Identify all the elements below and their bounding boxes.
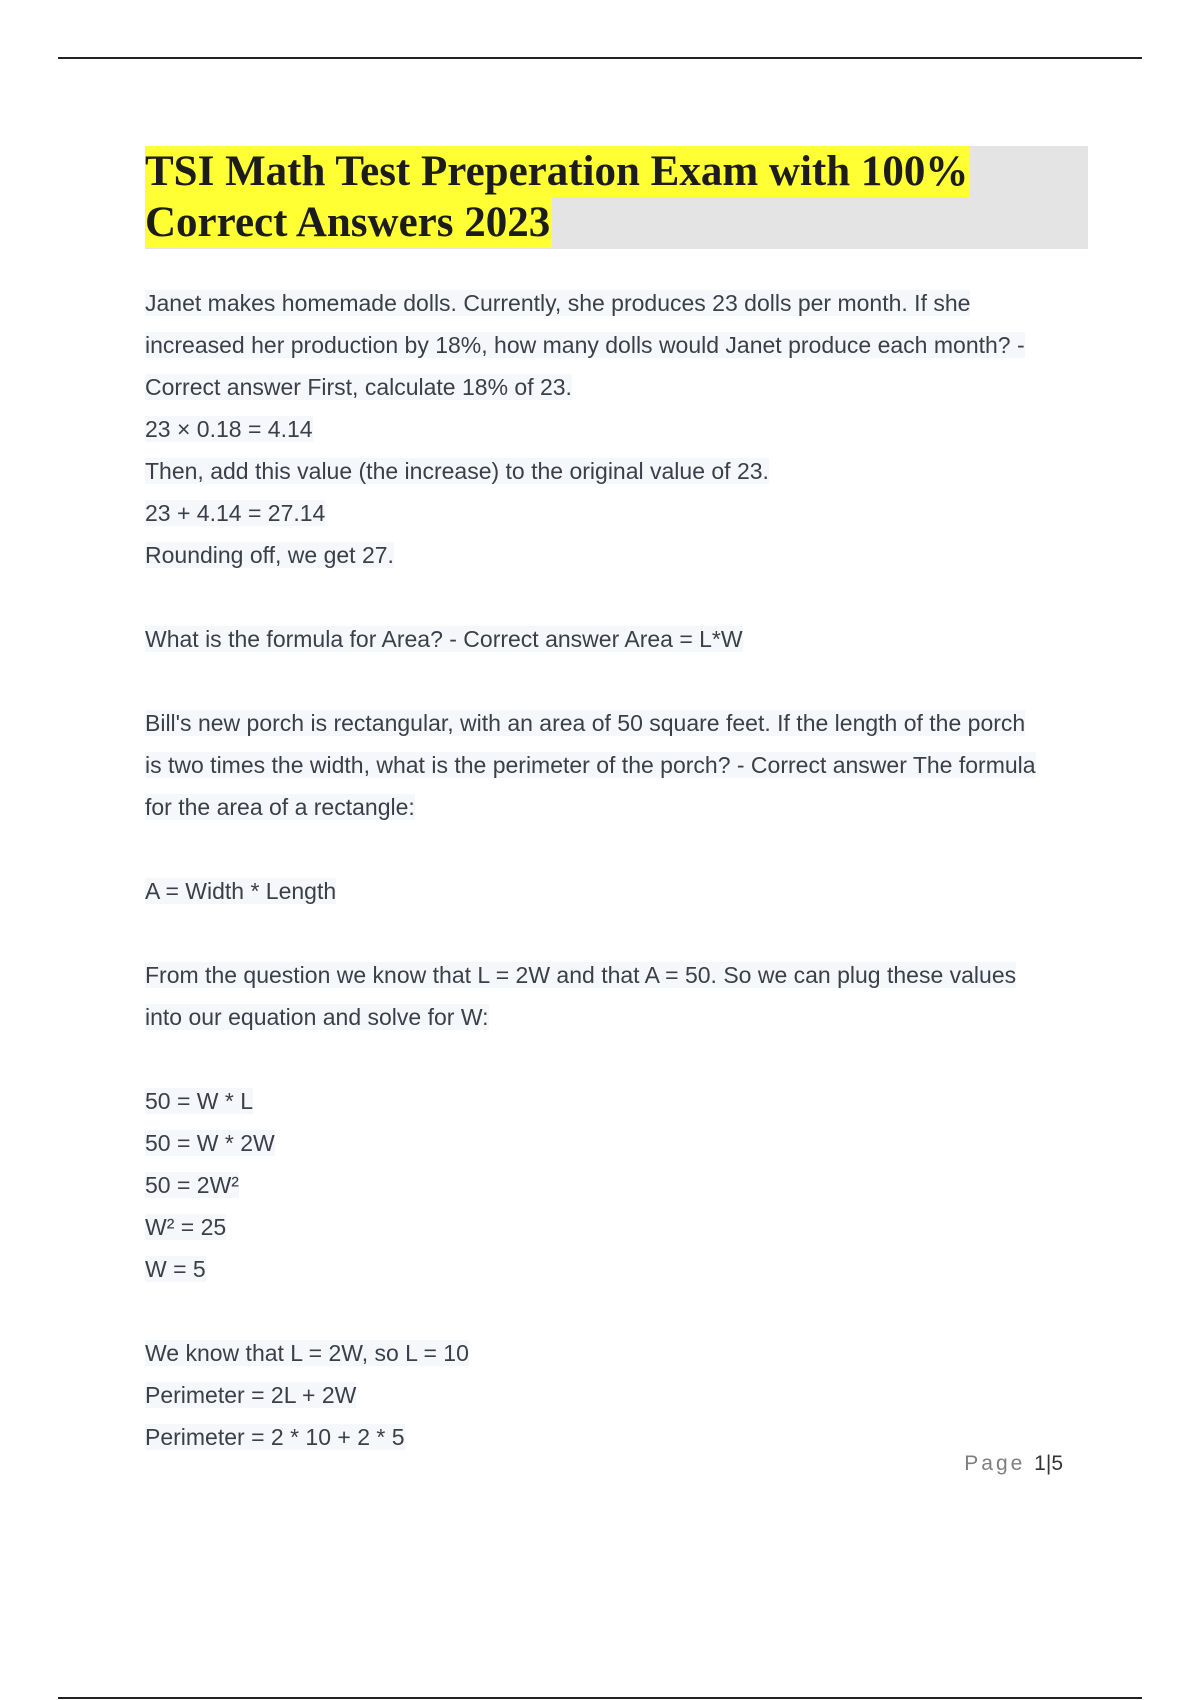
title-line-1: TSI Math Test Preperation Exam with 100%	[145, 148, 969, 195]
text-line	[145, 786, 1085, 828]
text-line-content: 50 = W * 2W	[145, 1130, 275, 1156]
page-label: Page	[964, 1452, 1026, 1475]
text-line-content: Bill's new porch is rectangular, with an area of 50 square feet. If the length of the porch	[145, 710, 1026, 736]
text-line-content: Correct answer First, calculate 18% of 23.	[145, 374, 572, 400]
page-number: 1	[1034, 1452, 1046, 1475]
document-body	[145, 282, 1085, 1458]
text-line-content: What is the formula for Area? - Correct answer Area = L*W	[145, 626, 743, 652]
page-separator: |	[1045, 1452, 1052, 1475]
document-title	[145, 146, 1088, 248]
text-line	[145, 1332, 1085, 1374]
text-line-content: into our equation and solve for W:	[145, 1004, 489, 1030]
text-line	[145, 954, 1085, 996]
text-line	[145, 996, 1085, 1038]
text-line-content: increased her production by 18%, how many dolls would Janet produce each month? -	[145, 332, 1025, 358]
title-line-2: Correct Answers 2023	[145, 199, 551, 246]
text-line-content: 50 = 2W²	[145, 1172, 239, 1198]
text-line	[145, 534, 1085, 576]
text-line	[145, 1248, 1085, 1290]
text-line-content: 23 × 0.18 = 4.14	[145, 416, 313, 442]
text-line-content: Rounding off, we get 27.	[145, 542, 394, 568]
footer-rule	[58, 1697, 1142, 1699]
text-line	[145, 744, 1085, 786]
text-line-content: is two times the width, what is the perimeter of the porch? - Correct answer The formula	[145, 752, 1036, 778]
paragraph-gap	[145, 660, 1085, 702]
text-line	[145, 1122, 1085, 1164]
text-line	[145, 1164, 1085, 1206]
text-line	[145, 1080, 1085, 1122]
text-line	[145, 1416, 1085, 1458]
text-line-content: Then, add this value (the increase) to the original value of 23.	[145, 458, 769, 484]
header-rule	[58, 57, 1142, 59]
text-line-content: Perimeter = 2L + 2W	[145, 1382, 357, 1408]
text-line	[145, 870, 1085, 912]
text-line	[145, 408, 1085, 450]
text-line-content: A = Width * Length	[145, 878, 337, 904]
text-line	[145, 366, 1085, 408]
total-pages: 5	[1051, 1452, 1063, 1475]
page-footer	[964, 1452, 1063, 1476]
paragraph-gap	[145, 912, 1085, 954]
text-line	[145, 1206, 1085, 1248]
text-line-content: From the question we know that L = 2W and that A = 50. So we can plug these values	[145, 962, 1017, 988]
text-line-content: 23 + 4.14 = 27.14	[145, 500, 326, 526]
text-line-content: Perimeter = 2 * 10 + 2 * 5	[145, 1424, 405, 1450]
text-line	[145, 492, 1085, 534]
text-line	[145, 450, 1085, 492]
title-block	[145, 146, 1088, 249]
text-line	[145, 1374, 1085, 1416]
text-line	[145, 282, 1085, 324]
text-line-content: We know that L = 2W, so L = 10	[145, 1340, 469, 1366]
paragraph-gap	[145, 576, 1085, 618]
text-line	[145, 618, 1085, 660]
text-line-content: Janet makes homemade dolls. Currently, she produces 23 dolls per month. If she	[145, 290, 971, 316]
paragraph-gap	[145, 1290, 1085, 1332]
text-line-content: W² = 25	[145, 1214, 227, 1240]
paragraph-gap	[145, 1038, 1085, 1080]
paragraph-gap	[145, 828, 1085, 870]
text-line-content: for the area of a rectangle:	[145, 794, 415, 820]
text-line	[145, 324, 1085, 366]
text-line-content: W = 5	[145, 1256, 206, 1282]
text-line	[145, 702, 1085, 744]
text-line-content: 50 = W * L	[145, 1088, 254, 1114]
